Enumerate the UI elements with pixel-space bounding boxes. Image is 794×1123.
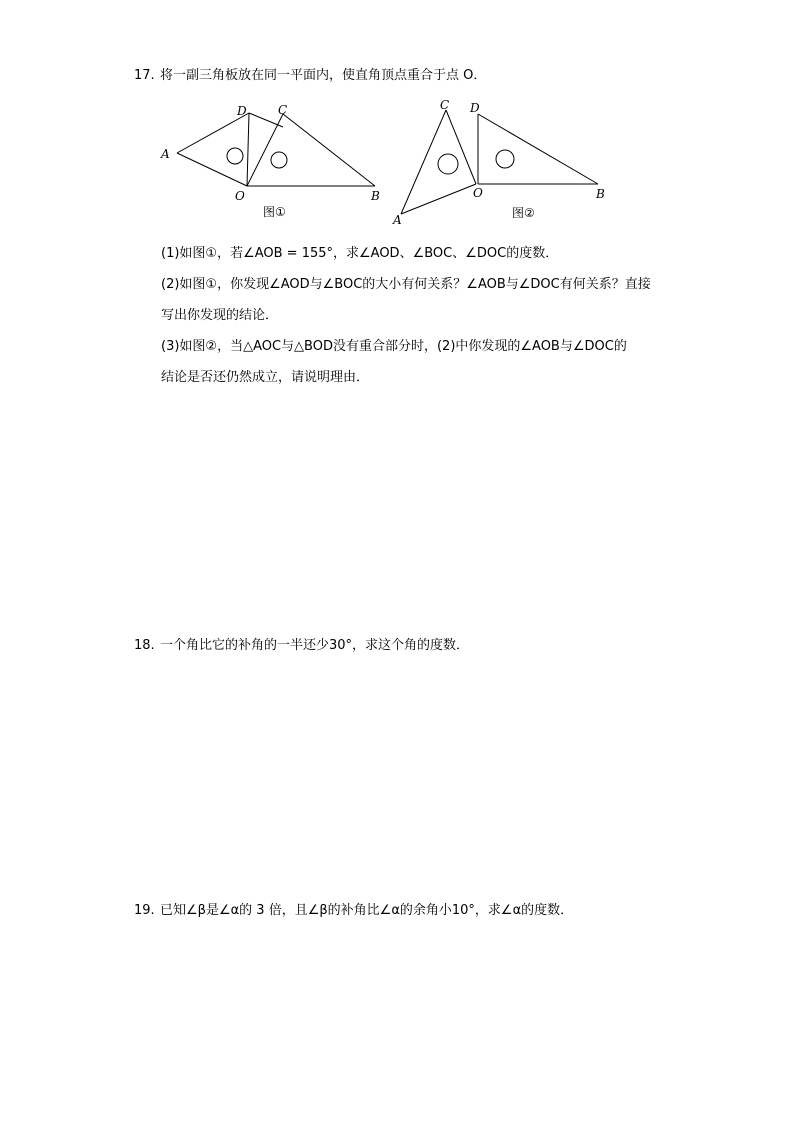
triangle-hole-circle (271, 152, 287, 168)
triangle-hole-circle (227, 148, 243, 164)
label-A: A (161, 147, 170, 161)
question-17-part-3-line-2: 结论是否还仍然成立，请说明理由． (161, 370, 370, 385)
label-A: A (393, 213, 402, 227)
question-text: 一个角比它的补角的一半还少30°，求这个角的度数． (160, 638, 470, 653)
figure-2 (388, 96, 618, 231)
segment-AO (177, 153, 247, 186)
figure-1 (155, 98, 395, 223)
label-C: C (278, 103, 288, 117)
segment-OD (247, 113, 249, 186)
question-text: 已知∠β是∠α的 3 倍，且∠β的补角比∠α的余角小10°，求∠α的度数． (160, 903, 574, 918)
question-17-part-2-line-2: 写出你发现的结论． (161, 308, 279, 323)
segment-CB (283, 114, 375, 186)
question-number: 17. (134, 68, 155, 83)
label-B: B (371, 189, 380, 203)
label-O: O (235, 189, 245, 203)
question-number: 18. (134, 638, 155, 653)
label-O: O (473, 186, 483, 200)
label-C: C (440, 98, 450, 112)
question-19 (134, 901, 573, 921)
question-number: 19. (134, 903, 155, 918)
segment-CO (446, 110, 476, 184)
figure-caption: 图② (512, 206, 535, 220)
figure-caption: 图① (263, 205, 286, 219)
triangle-hole-circle (438, 154, 458, 174)
question-17-part-3-line-1: (3)如图②，当△AOC与△BOD没有重合部分时，(2)中你发现的∠AOB与∠DOC的 (161, 339, 627, 354)
question-18 (134, 636, 469, 656)
triangle-hole-circle (496, 150, 514, 168)
segment-AD (177, 113, 249, 153)
question-stem: 将一副三角板放在同一平面内，使直角顶点重合于点 O． (160, 68, 487, 83)
label-D: D (237, 104, 247, 118)
question-17-part-1: (1)如图①，若∠AOB = 155°，求∠AOD、∠BOC、∠DOC的度数． (161, 246, 559, 261)
label-D: D (470, 101, 480, 115)
question-17-part-2-line-1: (2)如图①，你发现∠AOD与∠BOC的大小有何关系？∠AOB与∠DOC有何关系？直接 (161, 277, 651, 292)
question-17 (134, 66, 486, 86)
segment-DB (478, 114, 598, 184)
label-B: B (596, 187, 605, 201)
